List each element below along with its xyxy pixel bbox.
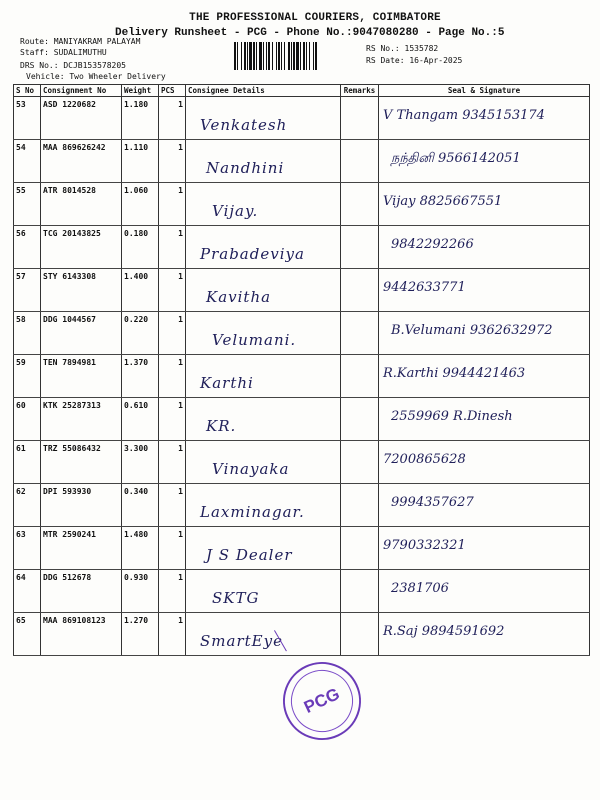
weight-cell: 1.060 [122, 183, 159, 226]
signature-handwriting: நந்தினி 9566142051 [391, 151, 521, 166]
serial-number-cell: 54 [14, 140, 41, 183]
weight-cell: 1.480 [122, 527, 159, 570]
consignee-handwriting: Karthi [200, 374, 254, 392]
barcode [234, 42, 352, 70]
column-header: Seal & Signature [379, 85, 590, 97]
serial-number-cell: 59 [14, 355, 41, 398]
signature-handwriting: 9842292266 [391, 237, 474, 252]
consignment-number-cell: TEN 7894981 [41, 355, 122, 398]
pcs-cell: 1 [159, 527, 186, 570]
serial-number-cell: 60 [14, 398, 41, 441]
pcs-cell: 1 [159, 312, 186, 355]
consignee-details-cell [186, 183, 341, 226]
signature-handwriting: 2381706 [391, 581, 449, 596]
column-header: PCS [159, 85, 186, 97]
serial-number-cell: 56 [14, 226, 41, 269]
column-header: Consignment No [41, 85, 122, 97]
consignee-handwriting: KR. [206, 417, 237, 435]
table-row [14, 441, 590, 484]
consignment-number-cell: ASD 1220682 [41, 97, 122, 140]
consignment-number-cell: DDG 512678 [41, 570, 122, 613]
consignee-handwriting: J S Dealer [206, 546, 293, 564]
drs-number: DRS No.: DCJB153578205 [20, 61, 126, 70]
signature-handwriting: R.Karthi 9944421463 [383, 366, 526, 381]
table-row [14, 570, 590, 613]
table-row [14, 527, 590, 570]
signature-handwriting: R.Saj 9894591692 [383, 624, 505, 639]
barcode-bar [315, 42, 317, 70]
serial-number-cell: 64 [14, 570, 41, 613]
weight-cell: 1.370 [122, 355, 159, 398]
consignee-handwriting: Velumani. [212, 331, 297, 349]
consignee-handwriting: Venkatesh [200, 116, 288, 134]
signature-handwriting: 9994357627 [391, 495, 474, 510]
serial-number-cell: 61 [14, 441, 41, 484]
signature-handwriting: Vijay 8825667551 [383, 194, 503, 209]
pcs-cell: 1 [159, 441, 186, 484]
company-title: THE PROFESSIONAL COURIERS, COIMBATORE [189, 12, 441, 24]
pcg-stamp [270, 649, 374, 753]
vehicle-label: Vehicle: Two Wheeler Delivery [26, 72, 166, 81]
column-header: S No [14, 85, 41, 97]
remarks-cell [341, 355, 379, 398]
serial-number-cell: 57 [14, 269, 41, 312]
table-header [14, 85, 590, 97]
consignment-number-cell: MAA 869108123 [41, 613, 122, 656]
weight-cell: 0.930 [122, 570, 159, 613]
pcs-cell: 1 [159, 355, 186, 398]
consignment-number-cell: TCG 20143825 [41, 226, 122, 269]
signature-handwriting: V Thangam 9345153174 [383, 108, 545, 123]
stamp-inner-ring [281, 660, 363, 742]
table-row [14, 269, 590, 312]
consignment-number-cell: MAA 869626242 [41, 140, 122, 183]
pcs-cell: 1 [159, 97, 186, 140]
consignee-handwriting: Laxminagar. [200, 503, 305, 521]
column-header: Remarks [341, 85, 379, 97]
consignment-number-cell: KTK 25287313 [41, 398, 122, 441]
remarks-cell [341, 183, 379, 226]
consignee-details-cell [186, 570, 341, 613]
runsheet-subtitle: Delivery Runsheet - PCG - Phone No.:9047080280 - Page No.:5 [115, 27, 505, 39]
remarks-cell [341, 269, 379, 312]
column-header: Consignee Details [186, 85, 341, 97]
serial-number-cell: 62 [14, 484, 41, 527]
consignment-number-cell: STY 6143308 [41, 269, 122, 312]
consignee-handwriting: Nandhini [206, 159, 285, 177]
remarks-cell [341, 226, 379, 269]
staff-label: Staff: SUDALIMUTHU [20, 48, 107, 57]
consignee-handwriting: SKTG [212, 589, 260, 607]
consignment-number-cell: MTR 2590241 [41, 527, 122, 570]
weight-cell: 1.180 [122, 97, 159, 140]
weight-cell: 1.110 [122, 140, 159, 183]
consignee-handwriting: Kavitha [206, 288, 272, 306]
weight-cell: 0.340 [122, 484, 159, 527]
remarks-cell [341, 613, 379, 656]
route-label: Route: MANIYAKRAM PALAYAM [20, 37, 141, 46]
pcs-cell: 1 [159, 398, 186, 441]
signature-handwriting: 9790332321 [383, 538, 466, 553]
remarks-cell [341, 570, 379, 613]
serial-number-cell: 53 [14, 97, 41, 140]
consignee-handwriting: Prabadeviya [200, 245, 305, 263]
consignment-number-cell: DDG 1044567 [41, 312, 122, 355]
consignment-number-cell: ATR 8014528 [41, 183, 122, 226]
pcs-cell: 1 [159, 484, 186, 527]
pcs-cell: 1 [159, 613, 186, 656]
remarks-cell [341, 527, 379, 570]
serial-number-cell: 63 [14, 527, 41, 570]
pcs-cell: 1 [159, 140, 186, 183]
serial-number-cell: 55 [14, 183, 41, 226]
signature-handwriting: 2559969 R.Dinesh [391, 409, 513, 424]
consignment-number-cell: DPI 593930 [41, 484, 122, 527]
weight-cell: 1.270 [122, 613, 159, 656]
remarks-cell [341, 97, 379, 140]
serial-number-cell: 58 [14, 312, 41, 355]
consignee-handwriting: SmartEye [200, 632, 283, 650]
pcs-cell: 1 [159, 269, 186, 312]
pcs-cell: 1 [159, 570, 186, 613]
consignment-number-cell: TRZ 55086432 [41, 441, 122, 484]
signature-handwriting: B.Velumani 9362632972 [391, 323, 553, 338]
remarks-cell [341, 441, 379, 484]
weight-cell: 1.400 [122, 269, 159, 312]
consignee-handwriting: Vijay. [212, 202, 259, 220]
rs-number: RS No.: 1535782 [366, 44, 439, 53]
weight-cell: 3.300 [122, 441, 159, 484]
weight-cell: 0.610 [122, 398, 159, 441]
stamp-text: PCG [301, 684, 343, 717]
rs-date: RS Date: 16-Apr-2025 [366, 56, 463, 65]
remarks-cell [341, 398, 379, 441]
signature-handwriting: 7200865628 [383, 452, 466, 467]
remarks-cell [341, 484, 379, 527]
pcs-cell: 1 [159, 183, 186, 226]
signature-handwriting: 9442633771 [383, 280, 466, 295]
remarks-cell [341, 140, 379, 183]
serial-number-cell: 65 [14, 613, 41, 656]
weight-cell: 0.220 [122, 312, 159, 355]
weight-cell: 0.180 [122, 226, 159, 269]
remarks-cell [341, 312, 379, 355]
table-row [14, 183, 590, 226]
pcs-cell: 1 [159, 226, 186, 269]
column-header: Weight [122, 85, 159, 97]
consignee-handwriting: Vinayaka [212, 460, 290, 478]
